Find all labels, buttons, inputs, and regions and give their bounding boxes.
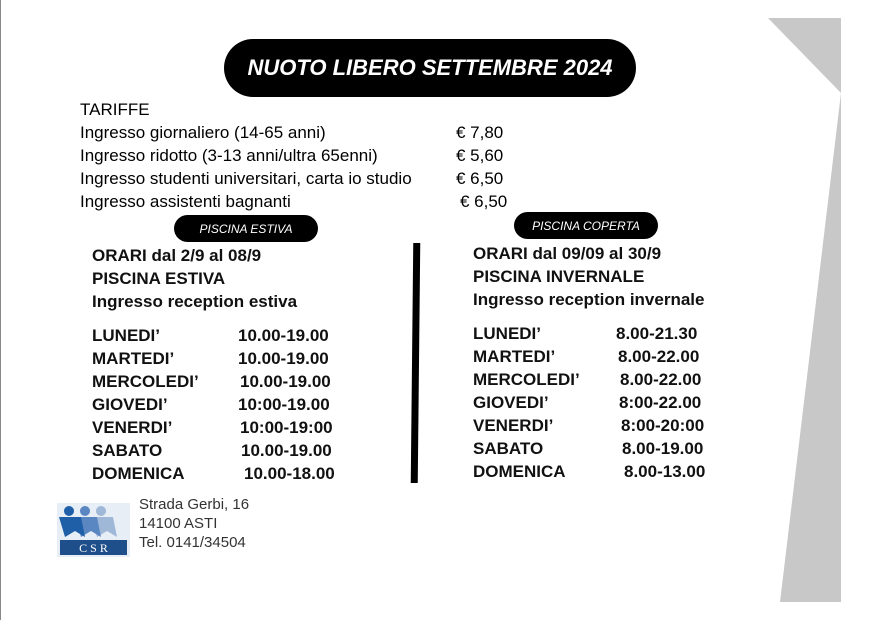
tariffe-label: Ingresso studenti universitari, carta io studio bbox=[80, 169, 412, 188]
schedule-row bbox=[473, 460, 793, 483]
hours-label: 8.00-13.00 bbox=[624, 462, 706, 481]
address-city: 14100 ASTI bbox=[139, 515, 218, 532]
schedule-row bbox=[92, 393, 392, 416]
tariffe-row bbox=[80, 121, 520, 144]
address-phone: Tel. 0141/34504 bbox=[139, 534, 246, 551]
day-label: SABATO bbox=[92, 441, 163, 460]
hours-label: 8.00-21.30 bbox=[616, 324, 698, 343]
hours-label: 8:00-20:00 bbox=[621, 416, 705, 435]
page-title: NUOTO LIBERO SETTEMBRE 2024 bbox=[224, 39, 636, 97]
hours-label: 10.00-19.00 bbox=[238, 326, 329, 345]
schedule-row bbox=[92, 462, 392, 485]
coperta-column bbox=[473, 242, 793, 483]
csr-logo bbox=[57, 503, 130, 557]
tariffe-price: € 5,60 bbox=[456, 146, 504, 165]
hours-label: 8:00-22.00 bbox=[619, 393, 702, 412]
estiva-schedule bbox=[92, 324, 392, 485]
day-label: DOMENICA bbox=[92, 464, 185, 483]
address-block bbox=[139, 495, 249, 552]
hours-label: 8.00-22.00 bbox=[618, 347, 700, 366]
day-label: GIOVEDI’ bbox=[92, 395, 168, 414]
coperta-reception: Ingresso reception invernale bbox=[473, 290, 705, 309]
hours-label: 8.00-22.00 bbox=[620, 370, 702, 389]
schedule-row bbox=[473, 414, 793, 437]
estiva-reception: Ingresso reception estiva bbox=[92, 292, 298, 311]
hours-label: 10.00-18.00 bbox=[244, 464, 335, 483]
estiva-column bbox=[92, 244, 392, 485]
tariffe-label: Ingresso ridotto (3-13 anni/ultra 65enni) bbox=[80, 146, 378, 165]
schedule-row bbox=[473, 345, 793, 368]
day-label: MERCOLEDI’ bbox=[473, 370, 580, 389]
tariffe-row bbox=[80, 167, 520, 190]
day-label: LUNEDI’ bbox=[473, 324, 541, 343]
tariffe-heading: TARIFFE bbox=[80, 100, 150, 119]
tariffe-row bbox=[80, 190, 520, 213]
tariffe-price: € 6,50 bbox=[460, 192, 508, 211]
day-label: SABATO bbox=[473, 439, 544, 458]
schedule-row bbox=[473, 368, 793, 391]
schedule-row bbox=[92, 439, 392, 462]
schedule-row bbox=[92, 324, 392, 347]
hours-label: 10.00-19.00 bbox=[238, 349, 329, 368]
piscina-coperta-pill: PISCINA COPERTA bbox=[514, 212, 658, 239]
hours-label: 10.00-19.00 bbox=[240, 372, 331, 391]
schedule-row bbox=[473, 437, 793, 460]
tariffe-label: Ingresso giornaliero (14-65 anni) bbox=[80, 123, 326, 142]
piscina-estiva-pill: PISCINA ESTIVA bbox=[174, 215, 318, 242]
schedule-row bbox=[473, 322, 793, 345]
day-label: LUNEDI’ bbox=[92, 326, 160, 345]
hours-label: 10:00-19.00 bbox=[238, 395, 330, 414]
coperta-schedule bbox=[473, 322, 793, 483]
tariffe-section bbox=[80, 98, 520, 213]
hours-label: 10.00-19.00 bbox=[241, 441, 332, 460]
tariffe-row bbox=[80, 144, 520, 167]
estiva-name: PISCINA ESTIVA bbox=[92, 269, 226, 288]
tariffe-price: € 7,80 bbox=[456, 123, 504, 142]
schedule-row bbox=[473, 391, 793, 414]
day-label: DOMENICA bbox=[473, 462, 566, 481]
day-label: MARTEDI’ bbox=[473, 347, 556, 366]
day-label: MARTEDI’ bbox=[92, 349, 175, 368]
estiva-orari: ORARI dal 2/9 al 08/9 bbox=[92, 246, 262, 265]
day-label: MERCOLEDI’ bbox=[92, 372, 199, 391]
hours-label: 10:00-19:00 bbox=[240, 418, 333, 437]
day-label: VENERDI’ bbox=[92, 418, 173, 437]
tariffe-label: Ingresso assistenti bagnanti bbox=[80, 192, 291, 211]
logo-text: C S R bbox=[79, 541, 108, 555]
coperta-orari: ORARI dal 09/09 al 30/9 bbox=[473, 244, 662, 263]
schedule-row bbox=[92, 347, 392, 370]
hours-label: 8.00-19.00 bbox=[622, 439, 704, 458]
tariffe-price: € 6,50 bbox=[456, 169, 504, 188]
address-street: Strada Gerbi, 16 bbox=[139, 496, 250, 513]
day-label: GIOVEDI’ bbox=[473, 393, 549, 412]
page-edge-line bbox=[0, 0, 1, 620]
coperta-name: PISCINA INVERNALE bbox=[473, 267, 645, 286]
schedule-row bbox=[92, 370, 392, 393]
schedule-row bbox=[92, 416, 392, 439]
day-label: VENERDI’ bbox=[473, 416, 554, 435]
